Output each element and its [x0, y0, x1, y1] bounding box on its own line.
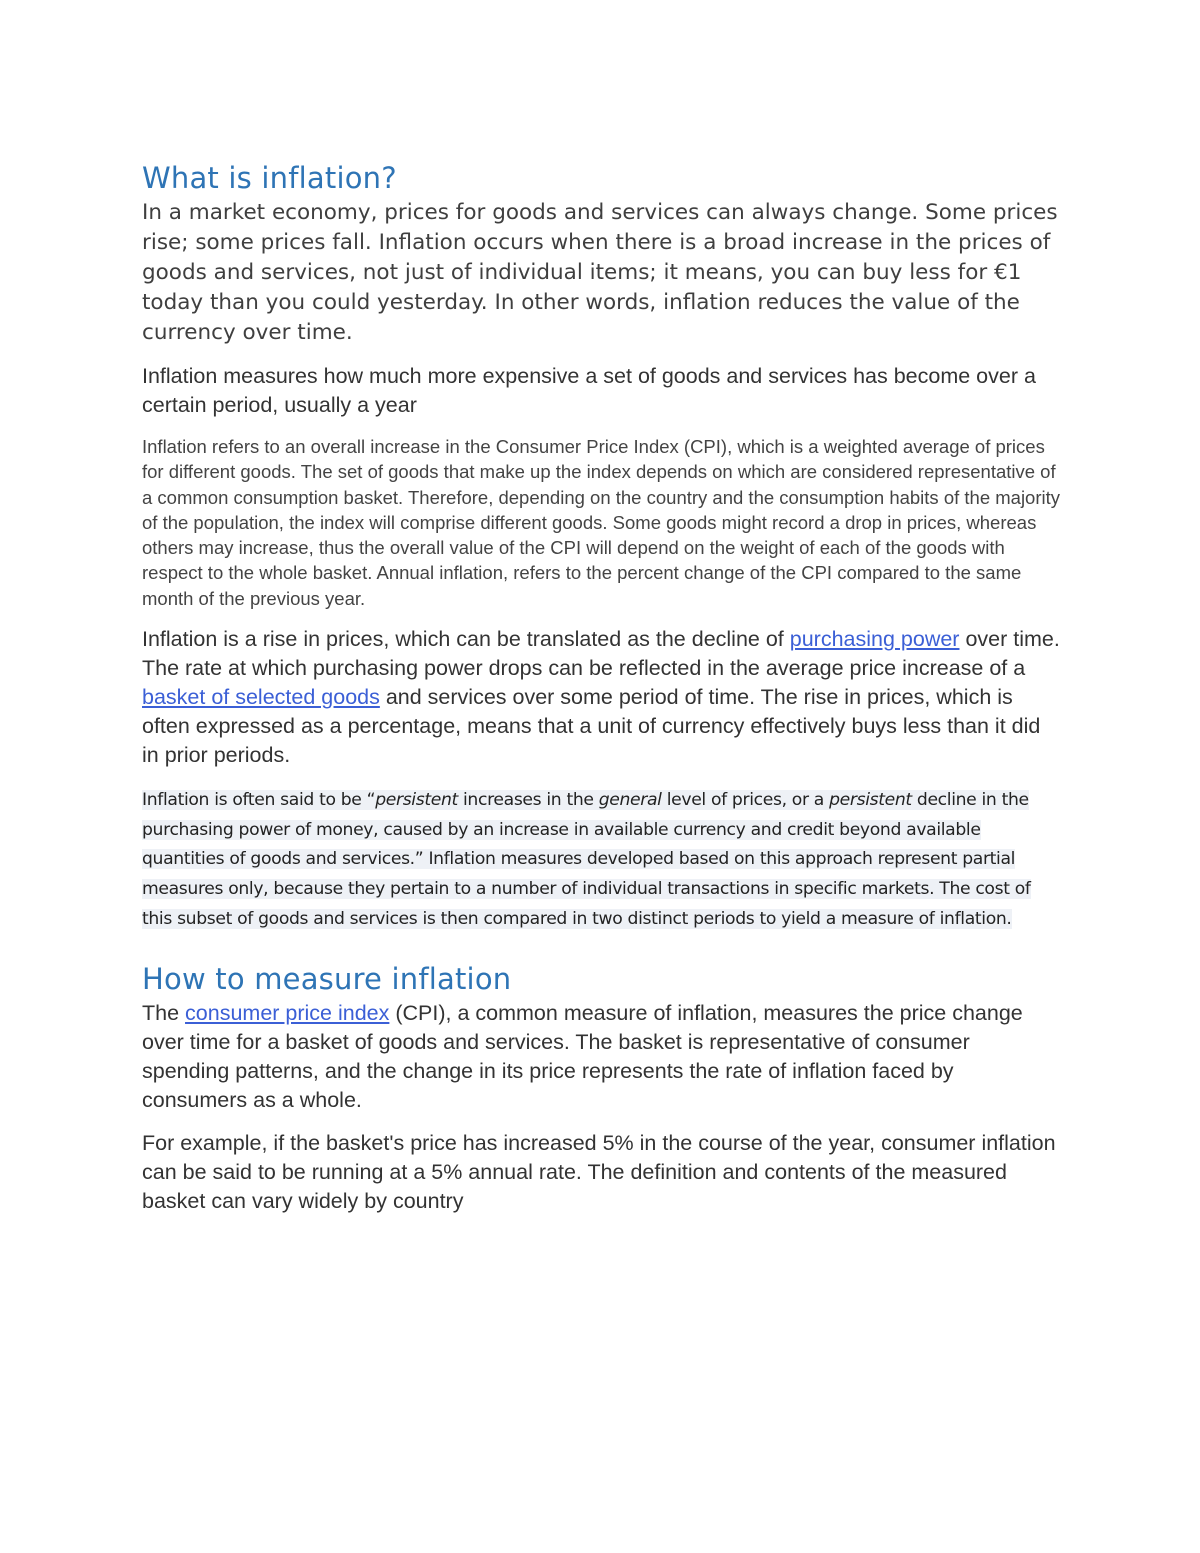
- highlighted-quote-paragraph: [142, 786, 1062, 935]
- text-segment: The: [142, 1000, 186, 1025]
- paragraph-cpi-measure: [142, 999, 1062, 1115]
- text-segment: Inflation is a rise in prices, which can be translated as the decline of: [142, 627, 790, 652]
- text-segment: Inflation is often said to be “: [142, 790, 376, 811]
- text-segment: over time. The rate at which purchasing power drops can be reflected in the average price increase of a: [142, 627, 1060, 681]
- link-basket-of-selected-goods[interactable]: basket of selected goods: [142, 685, 380, 710]
- text-segment: increases in the: [457, 790, 599, 811]
- paragraph-example: For example, if the basket's price has increased 5% in the course of the year, consumer inflation can be said to be running at a 5% annual rate. The definition and contents of the measured basket can vary widely by country: [142, 1130, 1056, 1213]
- emphasis: persistent: [375, 790, 458, 811]
- text-segment: level of prices, or a: [661, 790, 830, 811]
- emphasis: persistent: [829, 790, 912, 811]
- heading-how-to-measure-inflation: How to measure inflation: [142, 961, 512, 996]
- emphasis: general: [598, 790, 662, 811]
- highlight: [142, 790, 1031, 929]
- paragraph-purchasing-power: [142, 625, 1062, 770]
- paragraph-inflation-measures: Inflation measures how much more expensive a set of goods and services has become over a certain period, usually a year: [142, 364, 1036, 417]
- text-segment: (CPI), a common measure of inflation, measures the price change over time for a basket of goods and services. The basket is representative of consumer spending patterns, and the change in its price represents the rate of inflation faced by consumers as a whole.: [142, 1000, 1023, 1112]
- text-segment: decline in the purchasing power of money, caused by an increase in available currency and credit beyond available quantities of goods and services.” Inflation measures developed based on this approach represent partial measures only, because they pertain to a number of individual transactions in specific markets. The cost of this subset of goods and services is then compared in two distinct periods to yield a measure of inflation.: [142, 790, 1031, 929]
- document-body: [142, 160, 1062, 1216]
- link-purchasing-power[interactable]: purchasing power: [789, 627, 960, 652]
- heading-what-is-inflation: What is inflation?: [142, 161, 397, 195]
- paragraph-cpi-definition: Inflation refers to an overall increase in the Consumer Price Index (CPI), which is a weighted average of prices for different goods. The set of goods that make up the index depends on which are considered representative of a common consumption basket. Therefore, depending on the country and the consumption habits of the majority of the population, the index will comprise different goods. Some goods might record a drop in prices, whereas others may increase, thus the overall value of the CPI will depend on the weight of each of the goods with respect to the whole basket. Annual inflation, refers to the percent change of the CPI compared to the same month of the previous year.: [142, 436, 1061, 609]
- lead-paragraph: In a market economy, prices for goods and services can always change. Some prices rise; some prices fall. Inflation occurs when there is a broad increase in the prices of goods and services, not just of individual items; it means, you can buy less for €1 today than you could yesterday. In other words, inflation reduces the value of the currency over time.: [142, 200, 1058, 345]
- text-segment: and services over some period of time. The rise in prices, which is often expressed as a percentage, means that a unit of currency effectively buys less than it did in prior periods.: [142, 685, 1041, 768]
- link-consumer-price-index[interactable]: consumer price index: [185, 1000, 390, 1025]
